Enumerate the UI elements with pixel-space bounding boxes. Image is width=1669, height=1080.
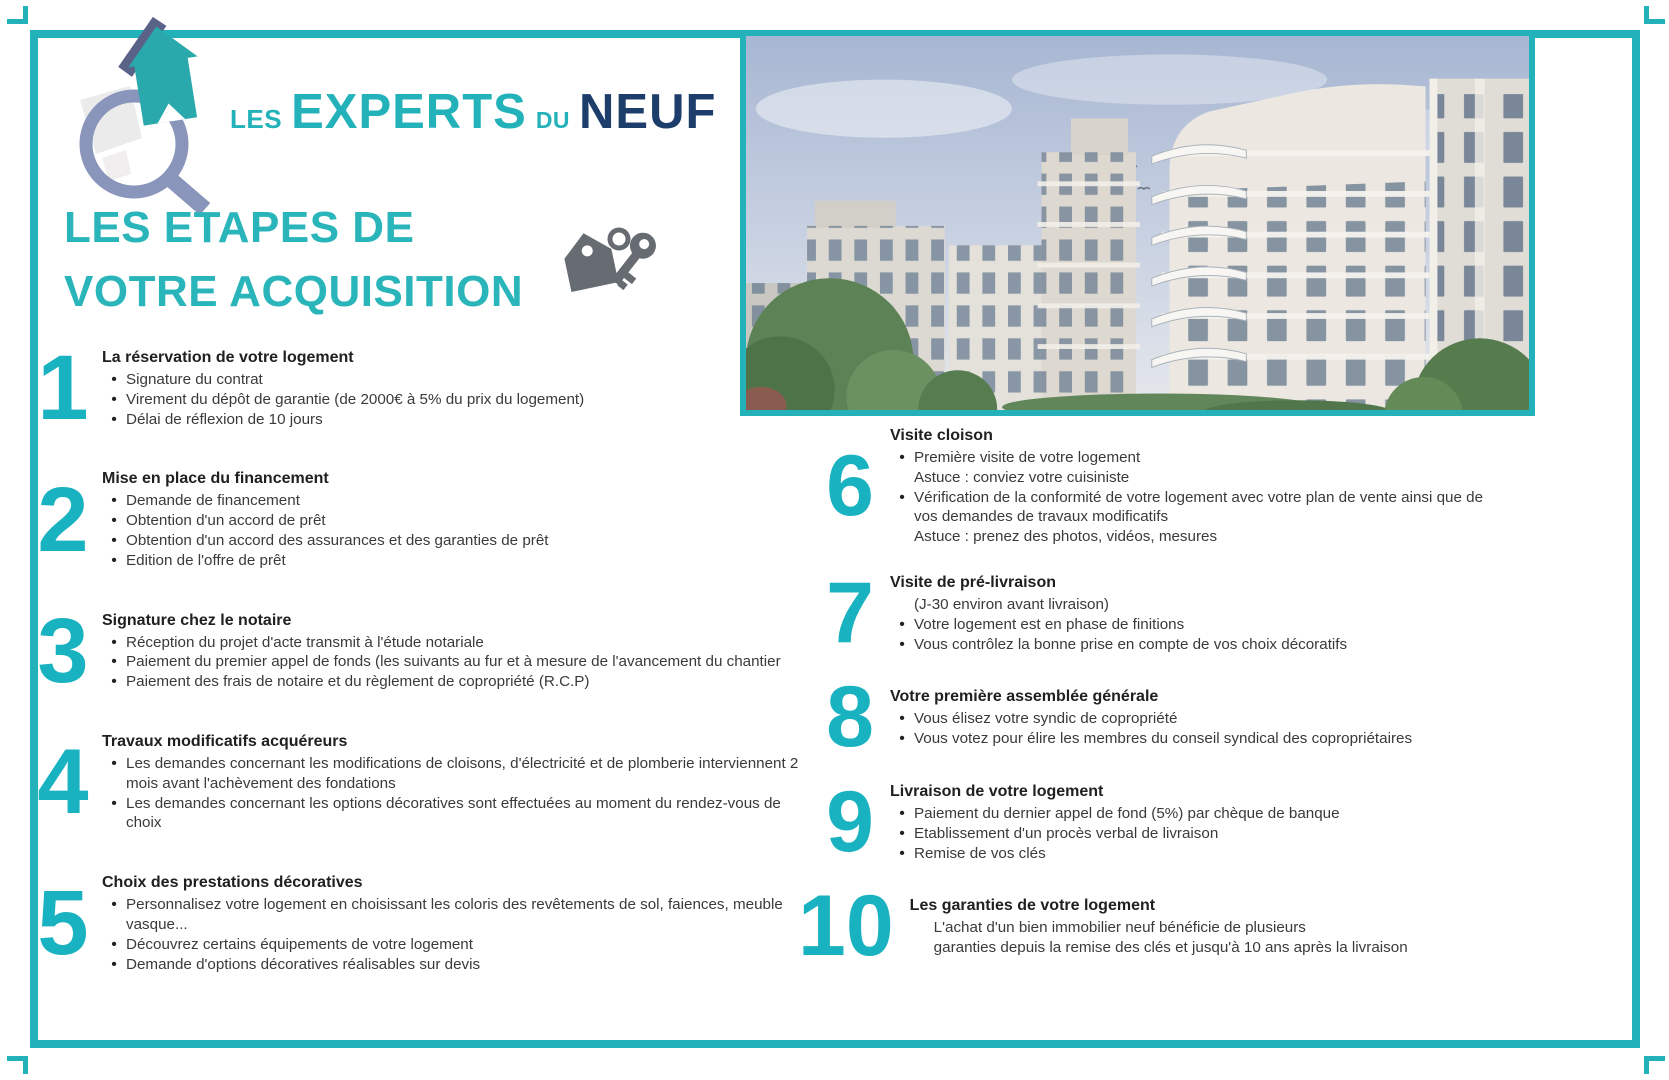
item-text: Signature du contrat [126, 371, 263, 388]
step-title: Travaux modificatifs acquéreurs [102, 732, 348, 750]
item-text: Les demandes concernant les options décoratives sont effectuées au moment du rendez-vous de choix [126, 794, 781, 832]
item-text: Astuce : prenez des photos, vidéos, mesures [914, 528, 1218, 546]
bullet-dot [890, 527, 914, 547]
step-8 [798, 669, 1543, 766]
step-bullet-item [890, 635, 1510, 655]
item-text: Remise de vos clés [914, 844, 1046, 862]
bullet-dot: • [899, 730, 905, 748]
bullet-dot: • [111, 896, 117, 914]
step-body [910, 896, 1530, 958]
bullet-dot: • [111, 935, 117, 953]
item-text: Première visite de votre logement [914, 449, 1141, 466]
item-text: Edition de l'offre de prêt [126, 551, 286, 569]
step-title: Votre première assemblée générale [890, 688, 1159, 706]
item-text: Vous contrôlez la bonne prise en compte de vos choix décoratifs [914, 635, 1348, 653]
step-10 [798, 878, 1543, 975]
item-text: Paiement du premier appel de fonds (les suivants au fur et à mesure de l'avancement du chantier [126, 653, 781, 671]
corner-mark-top-left [7, 6, 28, 24]
step-bullet-item [102, 935, 802, 955]
step-9 [798, 773, 1543, 870]
step-note [910, 938, 1530, 958]
step-bullet-item [102, 754, 802, 794]
step-number: 10 [798, 878, 894, 975]
bullet-dot: • [111, 551, 117, 569]
step-title: Visite cloison [890, 427, 993, 444]
step-number: 1 [37, 337, 89, 440]
step-number: 4 [37, 731, 89, 834]
step-bullet-item [102, 531, 802, 551]
bullet-dot [910, 938, 934, 958]
step-body [102, 348, 802, 429]
bullet-dot: • [899, 635, 905, 653]
step-bullet-item [890, 615, 1510, 635]
brand-wordmark [230, 84, 716, 140]
item-text: Paiement du dernier appel de fond (5%) par chèque de banque [914, 805, 1340, 823]
step-title: Les garanties de votre logement [909, 897, 1156, 915]
step-bullet-item [890, 844, 1510, 864]
item-text: Découvrez certains équipements de votre logement [126, 935, 473, 953]
bullet-dot: • [899, 844, 905, 862]
bullet-dot: • [899, 488, 905, 506]
page-title-line1: LES ETAPES DE [64, 203, 415, 252]
steps-column-right [798, 426, 1543, 975]
brand-experts: EXPERTS [291, 85, 527, 139]
step-bullet-item [102, 370, 802, 390]
bullet-dot: • [111, 371, 117, 388]
item-text: Demande d'options décoratives réalisables sur devis [126, 955, 481, 973]
bullet-dot: • [899, 710, 905, 728]
item-text: Personnalisez votre logement en choisissant les coloris des revêtements de sol, faiences, meuble vasque... [126, 896, 783, 933]
bullet-dot: • [111, 653, 117, 671]
step-body [102, 732, 802, 833]
item-text: Paiement des frais de notaire et du règlement de copropriété (R.C.P) [126, 673, 590, 691]
bullet-dot: • [899, 449, 905, 466]
bullet-dot: • [111, 410, 117, 428]
bullet-dot: • [111, 633, 117, 651]
step-bullet-item [890, 804, 1510, 824]
item-text: Délai de réflexion de 10 jours [126, 410, 323, 428]
item-text: Les demandes concernant les modifications de cloisons, d'électricité et de plomberie interviennent 2 mois avant l'achèvement des fondations [126, 754, 799, 792]
step-1 [36, 337, 826, 440]
house-key-icon [558, 218, 668, 302]
bullet-dot: • [111, 512, 117, 530]
step-number: 8 [826, 669, 874, 766]
step-bullet-item [102, 551, 802, 571]
step-note [890, 468, 1510, 488]
step-bullet-item [102, 390, 802, 410]
step-body [890, 426, 1510, 547]
item-text: (J-30 environ avant livraison) [914, 595, 1109, 613]
item-text: Vérification de la conformité de votre logement avec votre plan de vente ainsi que de vos demandes de travaux modificatifs [914, 488, 1484, 526]
step-title: Visite de pré-livraison [890, 573, 1056, 591]
step-title: Choix des prestations décoratives [102, 874, 363, 892]
step-bullet-item [102, 410, 802, 430]
item-text: Etablissement d'un procès verbal de livraison [914, 824, 1219, 842]
step-number: 2 [37, 468, 89, 571]
step-6 [798, 426, 1543, 547]
step-bullet-item [102, 652, 802, 672]
brand-neuf: NEUF [579, 85, 717, 139]
item-text: Vous votez pour élire les membres du conseil syndical des copropriétaires [914, 730, 1413, 748]
bullet-dot: • [899, 805, 905, 823]
item-text: Demande de financement [126, 492, 300, 510]
step-note [890, 595, 1510, 615]
step-bullet-item [102, 955, 802, 975]
bullet-dot: • [899, 615, 905, 633]
step-bullet-item [102, 633, 802, 653]
step-note [910, 918, 1530, 938]
bullet-dot [890, 468, 914, 488]
item-text: Obtention d'un accord des assurances et des garanties de prêt [126, 531, 549, 549]
item-text: Votre logement est en phase de finitions [914, 615, 1185, 633]
page-title-line2: VOTRE ACQUISITION [64, 267, 524, 316]
bullet-dot: • [111, 492, 117, 510]
corner-mark-bottom-right [1644, 1056, 1665, 1074]
step-3 [36, 599, 826, 702]
step-bullet-item [102, 794, 802, 834]
step-4 [36, 732, 826, 833]
step-body [890, 687, 1510, 749]
brand-du: DU [535, 107, 571, 133]
step-bullet-item [102, 511, 802, 531]
step-bullet-item [890, 709, 1510, 729]
item-text: Astuce : conviez votre cuisiniste [914, 468, 1130, 486]
steps-column-left [36, 337, 826, 975]
step-body [102, 469, 802, 570]
step-body [102, 611, 802, 692]
bullet-dot: • [111, 673, 117, 691]
step-title: Livraison de votre logement [890, 783, 1104, 801]
step-2 [36, 469, 826, 570]
step-7 [798, 564, 1543, 661]
step-bullet-item [890, 488, 1510, 528]
step-number: 9 [826, 773, 874, 870]
bullet-dot: • [111, 531, 117, 549]
step-body [890, 573, 1510, 654]
step-5 [36, 873, 826, 974]
step-bullet-item [102, 491, 802, 511]
step-number: 5 [37, 872, 89, 975]
bullet-dot: • [111, 794, 117, 812]
step-bullet-item [102, 672, 802, 692]
step-title: Signature chez le notaire [102, 611, 292, 629]
step-body [102, 873, 802, 974]
step-note [890, 527, 1510, 547]
step-bullet-item [890, 824, 1510, 844]
step-bullet-item [890, 729, 1510, 749]
step-number: 3 [37, 599, 89, 702]
item-text: L'achat d'un bien immobilier neuf bénéficie de plusieurs [933, 919, 1306, 937]
corner-mark-bottom-left [7, 1056, 28, 1074]
item-text: Réception du projet d'acte transmit à l'étude notariale [126, 633, 484, 651]
bullet-dot: • [111, 390, 117, 408]
corner-mark-top-right [1644, 6, 1665, 24]
bullet-dot [890, 595, 914, 615]
step-bullet-item [102, 895, 802, 935]
item-text: garanties depuis la remise des clés et jusqu'à 10 ans après la livraison [933, 939, 1408, 957]
item-text: Vous élisez votre syndic de copropriété [914, 710, 1178, 728]
bullet-dot: • [111, 955, 117, 973]
step-body [890, 782, 1510, 863]
step-number: 7 [826, 564, 874, 661]
item-text: Virement du dépôt de garantie (de 2000€ à 5% du prix du logement) [126, 390, 585, 408]
item-text: Obtention d'un accord de prêt [126, 512, 326, 530]
brand-les: LES [230, 104, 283, 134]
bullet-dot: • [111, 754, 117, 772]
step-bullet-item [890, 448, 1510, 468]
building-photo [740, 30, 1535, 416]
step-title: La réservation de votre logement [102, 349, 354, 366]
step-title: Mise en place du financement [102, 470, 329, 488]
bullet-dot: • [899, 824, 905, 842]
page-title [64, 196, 523, 324]
step-number: 6 [826, 437, 874, 534]
magnifier-house-logo-icon [62, 2, 227, 217]
bullet-dot [910, 918, 934, 938]
